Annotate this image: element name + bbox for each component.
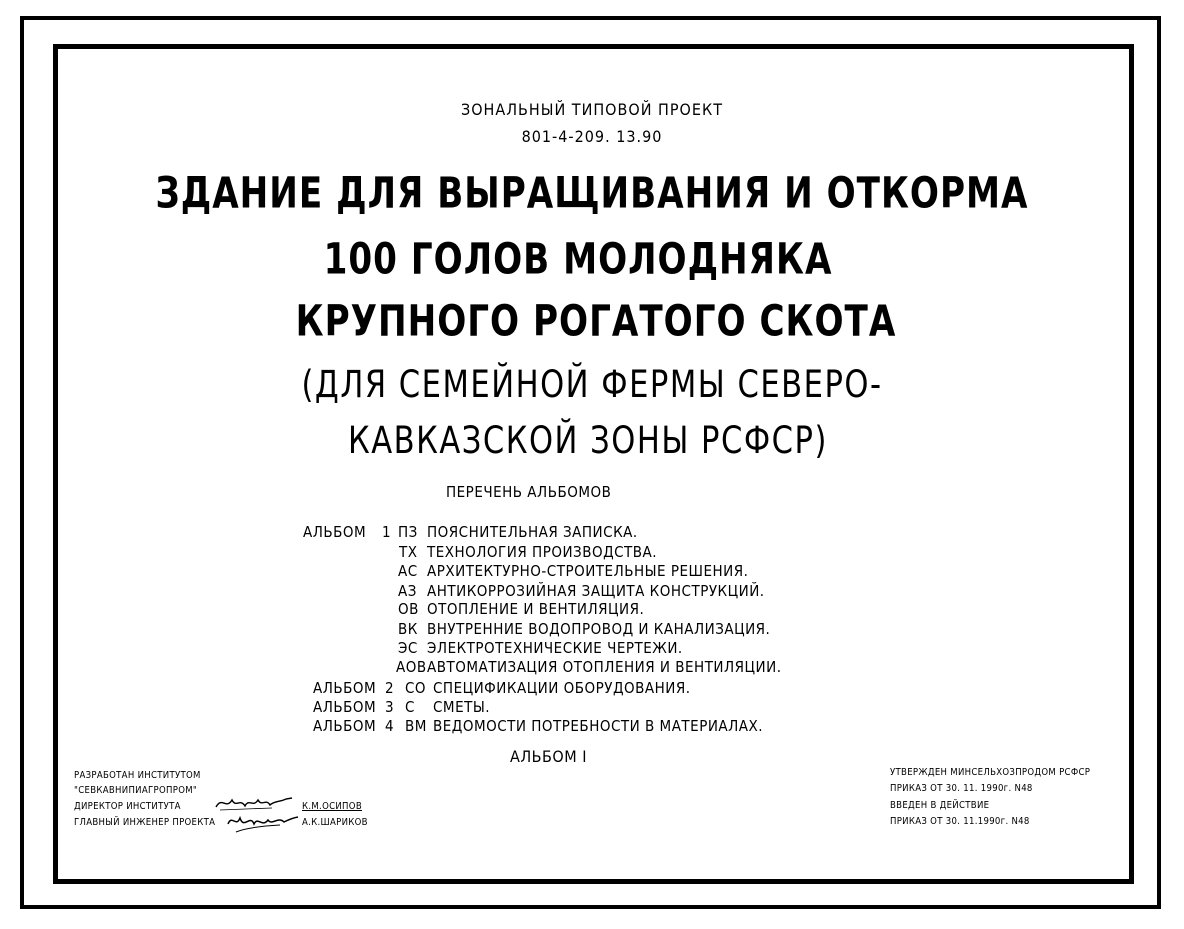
section-code: ПЗ (398, 523, 418, 541)
approved-by: УТВЕРЖДЕН МИНСЕЛЬХОЗПРОДОМ РСФСР (890, 767, 1091, 778)
subtitle-line-1: (ДЛЯ СЕМЕЙНОЙ ФЕРМЫ СЕВЕРО- (301, 363, 883, 407)
engineer-name: А.К.ШАРИКОВ (302, 817, 368, 828)
section-name: ЭЛЕКТРОТЕХНИЧЕСКИЕ ЧЕРТЕЖИ. (427, 639, 683, 657)
title-line-3: КРУПНОГО РОГАТОГО СКОТА (295, 296, 897, 346)
section-code: ВК (398, 620, 418, 638)
director-role: ДИРЕКТОР ИНСТИТУТА (74, 801, 181, 812)
enactment-order: ПРИКАЗ ОТ 30. 11.1990г. N48 (890, 816, 1030, 827)
album-word: АЛЬБОМ (313, 679, 377, 697)
section-name: СПЕЦИФИКАЦИИ ОБОРУДОВАНИЯ. (433, 679, 691, 697)
album-word: АЛЬБОМ (313, 717, 377, 735)
album-word: АЛЬБОМ (313, 698, 377, 716)
album-number: 4 (385, 717, 395, 735)
album-number: 1 (382, 523, 392, 541)
section-name: ТЕХНОЛОГИЯ ПРОИЗВОДСТВА. (427, 543, 658, 561)
developer-institute: "СЕВКАВНИПИАГРОПРОМ" (74, 785, 198, 796)
enacted-label: ВВЕДЕН В ДЕЙСТВИЕ (890, 800, 990, 811)
section-code: ОВ (398, 600, 419, 618)
engineer-role: ГЛАВНЫЙ ИНЖЕНЕР ПРОЕКТА (74, 817, 216, 828)
albums-heading: ПЕРЕЧЕНЬ АЛЬБОМОВ (446, 483, 612, 501)
section-code: АС (398, 562, 418, 580)
section-name: ВЕДОМОСТИ ПОТРЕБНОСТИ В МАТЕРИАЛАХ. (433, 717, 764, 735)
section-name: АВТОМАТИЗАЦИЯ ОТОПЛЕНИЯ И ВЕНТИЛЯЦИИ. (427, 658, 782, 676)
engineer-signature-image (222, 808, 304, 836)
section-name: ПОЯСНИТЕЛЬНАЯ ЗАПИСКА. (427, 523, 638, 541)
section-code: ТХ (399, 543, 418, 561)
section-name: АНТИКОРРОЗИЙНАЯ ЗАЩИТА КОНСТРУКЦИЙ. (427, 582, 765, 600)
developer-label: РАЗРАБОТАН ИНСТИТУТОМ (74, 770, 201, 781)
title-line-2: 100 ГОЛОВ МОЛОДНЯКА (323, 234, 833, 284)
project-number: 801-4-209. 13.90 (521, 127, 663, 146)
section-code: ЭС (398, 639, 418, 657)
project-type: ЗОНАЛЬНЫЙ ТИПОВОЙ ПРОЕКТ (461, 100, 723, 119)
director-name: К.М.ОСИПОВ (302, 801, 362, 812)
section-code: СО (405, 679, 427, 697)
section-name: ОТОПЛЕНИЕ И ВЕНТИЛЯЦИЯ. (427, 600, 645, 618)
section-name: ВНУТРЕННИЕ ВОДОПРОВОД И КАНАЛИЗАЦИЯ. (427, 620, 771, 638)
album-word: АЛЬБОМ (303, 523, 367, 541)
approval-order: ПРИКАЗ ОТ 30. 11. 1990г. N48 (890, 783, 1033, 794)
title-line-1: ЗДАНИЕ ДЛЯ ВЫРАЩИВАНИЯ И ОТКОРМА (155, 168, 1029, 218)
section-name: СМЕТЫ. (433, 698, 491, 716)
section-code: АЗ (398, 582, 417, 600)
subtitle-line-2: КАВКАЗСКОЙ ЗОНЫ РСФСР) (348, 419, 828, 463)
section-code: С (405, 698, 415, 716)
section-name: АРХИТЕКТУРНО-СТРОИТЕЛЬНЫЕ РЕШЕНИЯ. (427, 562, 749, 580)
album-number: 2 (385, 679, 395, 697)
album-number: 3 (385, 698, 395, 716)
section-code: ВМ (405, 717, 427, 735)
album-label: АЛЬБОМ I (510, 747, 587, 766)
section-code: АОВ (396, 658, 427, 676)
